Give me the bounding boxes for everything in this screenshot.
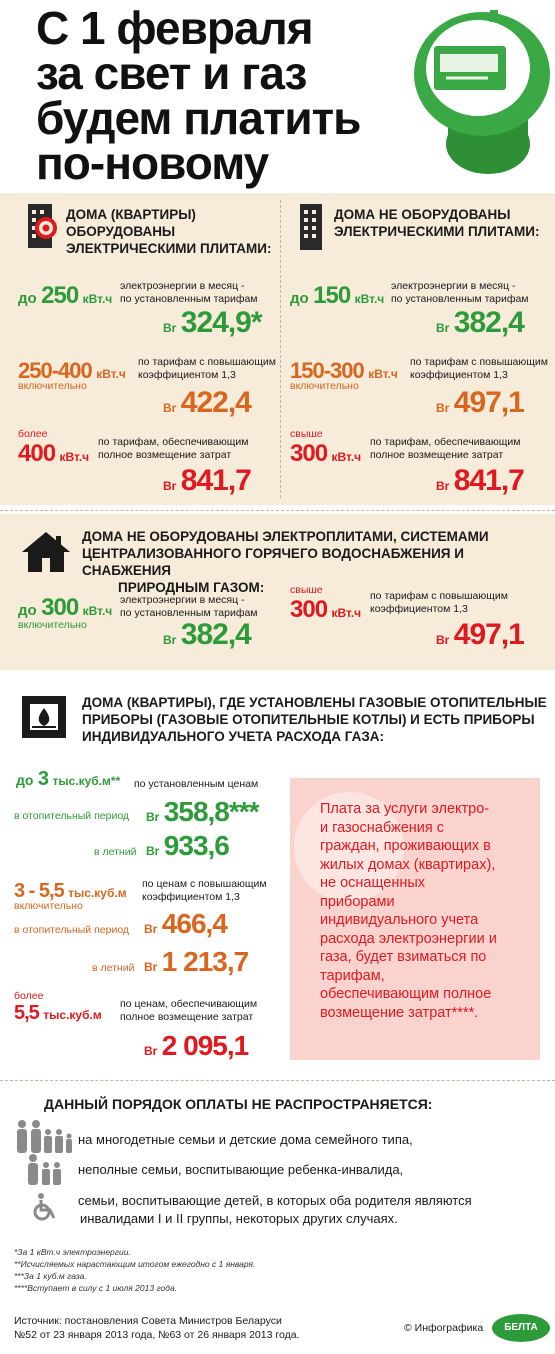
s2-tier1-amount: до 300 кВт.ч включительно [18,594,113,631]
exemptions-header: ДАННЫЙ ПОРЯДОК ОПЛАТЫ НЕ РАСПРОСТРАНЯЕТСЯ: [44,1096,433,1112]
callout-line: газа, будет взиматься по [320,949,487,965]
left-tier1-desc: электроэнергии в месяц - по установленным тарифам [120,280,258,305]
left-tier2-price: Br 422,4 [163,386,251,419]
callout-line: и газоснабжения с [320,819,445,836]
page-title [36,2,376,189]
s3-tier1-heating-price: Br 358,8*** [146,796,259,827]
callout-line: индивидуального учета [320,912,479,928]
s3-tier2-summer-label: в летний [92,962,135,974]
s3-tier3-price: Br 2 095,1 [144,1030,249,1061]
right-tier2-desc: по тарифам с повышающим коэффициентом 1,3 [410,356,548,381]
s3-tier3-amount: более 5,5 тыс.куб.м [14,990,102,1024]
s2-tier2-price: Br 497,1 [436,618,524,651]
left-tier2-desc: по тарифам с повышающим коэффициентом 1,3 [138,356,276,381]
s2-tier2-desc: по тарифам с повышающим коэффициентом 1,3 [370,590,508,615]
exemption-item-1: на многодетные семьи и детские дома семейного типа, [78,1132,413,1147]
exemption-item-2: неполные семьи, воспитывающие ребенка-инвалида, [78,1162,404,1177]
left-tier3-desc: по тарифам, обеспечивающим полное возмещение затрат [98,436,249,461]
s3-tier2-desc: по ценам с повышающим коэффициентом 1,3 [142,878,267,903]
s3-tier2-heating-label: в отопительный период [14,924,130,936]
callout-line: тарифам, [320,967,385,984]
right-tier1-desc: электроэнергии в месяц - по установленным тарифам [391,280,529,305]
left-tier3-amount: более 400 кВт.ч [18,428,90,467]
building-icon [296,200,326,250]
s3-tier2-amount: 3 - 5,5 тыс.куб.м включительно [14,880,127,912]
infographic-credit: © Инфографика [404,1322,484,1334]
callout-box [290,778,540,1060]
s3-tier1-heating-label: в отопительный период [14,810,130,822]
right-tier3-amount: свыше 300 кВт.ч [290,428,362,467]
footnotes: *За 1 кВт.ч электроэнергии. **Исчисляемых нарастающим итогом ежегодно с 1 января. ***За 1 куб.м газа. ****Вступает в силу с 1 июля 2013 года. [14,1247,256,1293]
s3-tier1-desc: по установленным ценам [134,778,259,790]
s2-tier2-amount: свыше 300 кВт.ч [290,584,362,623]
s2-tier1-price: Br 382,4 [163,618,251,651]
right-tier3-price: Br 841,7 [436,464,524,497]
right-header: ДОМА НЕ ОБОРУДОВАНЫ ЭЛЕКТРИЧЕСКИМИ ПЛИТАМИ: [334,207,540,239]
callout-line: Плата за услуги электро- [320,801,490,817]
right-tier1-price: Br 382,4 [436,306,524,339]
callout-line: расхода электроэнергии и [320,930,497,947]
belta-logo: БЕЛТА [492,1314,550,1342]
left-tier1-amount: до 250 кВт.ч [18,282,113,309]
right-tier2-amount: 150-300 кВт.ч включительно [290,358,398,392]
title-line-3: будем платить [36,92,361,144]
left-header: ДОМА (КВАРТИРЫ) ОБОРУДОВАНЫ ЭЛЕКТРИЧЕСКИМИ ПЛИТАМИ: [66,207,272,256]
electric-meter-icon [400,4,550,182]
s3-tier1-summer-label: в летний [94,846,137,858]
callout-line: обеспечивающим полное [320,986,492,1002]
callout-text [320,800,497,1022]
s3-tier1-amount: до 3 тыс.куб.м** [16,768,121,790]
wheelchair-icon [30,1192,58,1222]
right-tier2-price: Br 497,1 [436,386,524,419]
s3-tier2-heating-price: Br 466,4 [144,908,227,939]
title-line-2: за свет и газ [36,47,307,99]
single-parent-family-icon [24,1152,64,1186]
gas-boiler-icon [20,694,68,740]
house-icon [20,530,72,574]
building-target-icon [22,200,58,248]
exemption-item-3: семьи, воспитывающие детей, в которых оба родителя являются инвалидами I и II группы, некоторых других случаях. [78,1193,472,1226]
right-tier3-desc: по тарифам, обеспечивающим полное возмещение затрат [370,436,521,461]
left-tier1-price: Br 324,9* [163,306,262,339]
callout-line: жилых домах (квартирах), [320,856,496,873]
title-line-4: по-новому [36,137,269,189]
left-tier3-price: Br 841,7 [163,464,251,497]
s3-tier2-summer-price: Br 1 213,7 [144,946,249,977]
section3-header: ДОМА (КВАРТИРЫ), ГДЕ УСТАНОВЛЕНЫ ГАЗОВЫЕ ОТОПИТЕЛЬНЫЕ ПРИБОРЫ (ГАЗОВЫЕ ОТОПИТЕЛЬНЫЕ КОТЛЫ) И ЕСТЬ ПРИБОРЫ ИНДИВИДУАЛЬНОГО УЧЕТА РАСХОДА ГАЗА: [82,695,547,744]
divider [0,1080,555,1081]
divider [0,510,555,511]
title-line-1: С 1 февраля [36,2,313,54]
divider [280,200,281,498]
section2-header: ДОМА НЕ ОБОРУДОВАНЫ ЭЛЕКТРОПЛИТАМИ, СИСТЕМАМИ ЦЕНТРАЛИЗОВАННОГО ГОРЯЧЕГО ВОДОСНАБЖЕНИЯ И СНАБЖЕНИЯ ПРИРОДНЫМ ГАЗОМ: [82,529,489,595]
callout-line: граждан, проживающих в [320,838,491,854]
right-tier1-amount: до 150 кВт.ч [290,282,385,309]
s3-tier1-summer-price: Br 933,6 [146,830,229,861]
callout-line: не оснащенных [320,875,426,891]
source: Источник: постановления Совета Министров Беларуси №52 от 23 января 2013 года, №63 от 26 января 2013 года. [14,1315,300,1341]
s2-tier1-desc: электроэнергии в месяц - по установленным тарифам [120,594,258,619]
large-family-icon [14,1118,74,1154]
s3-tier3-desc: по ценам, обеспечивающим полное возмещение затрат [120,998,258,1023]
left-tier2-amount: 250-400 кВт.ч включительно [18,358,126,392]
callout-line: возмещение затрат****. [320,1004,479,1021]
callout-line: приборами [320,893,395,910]
